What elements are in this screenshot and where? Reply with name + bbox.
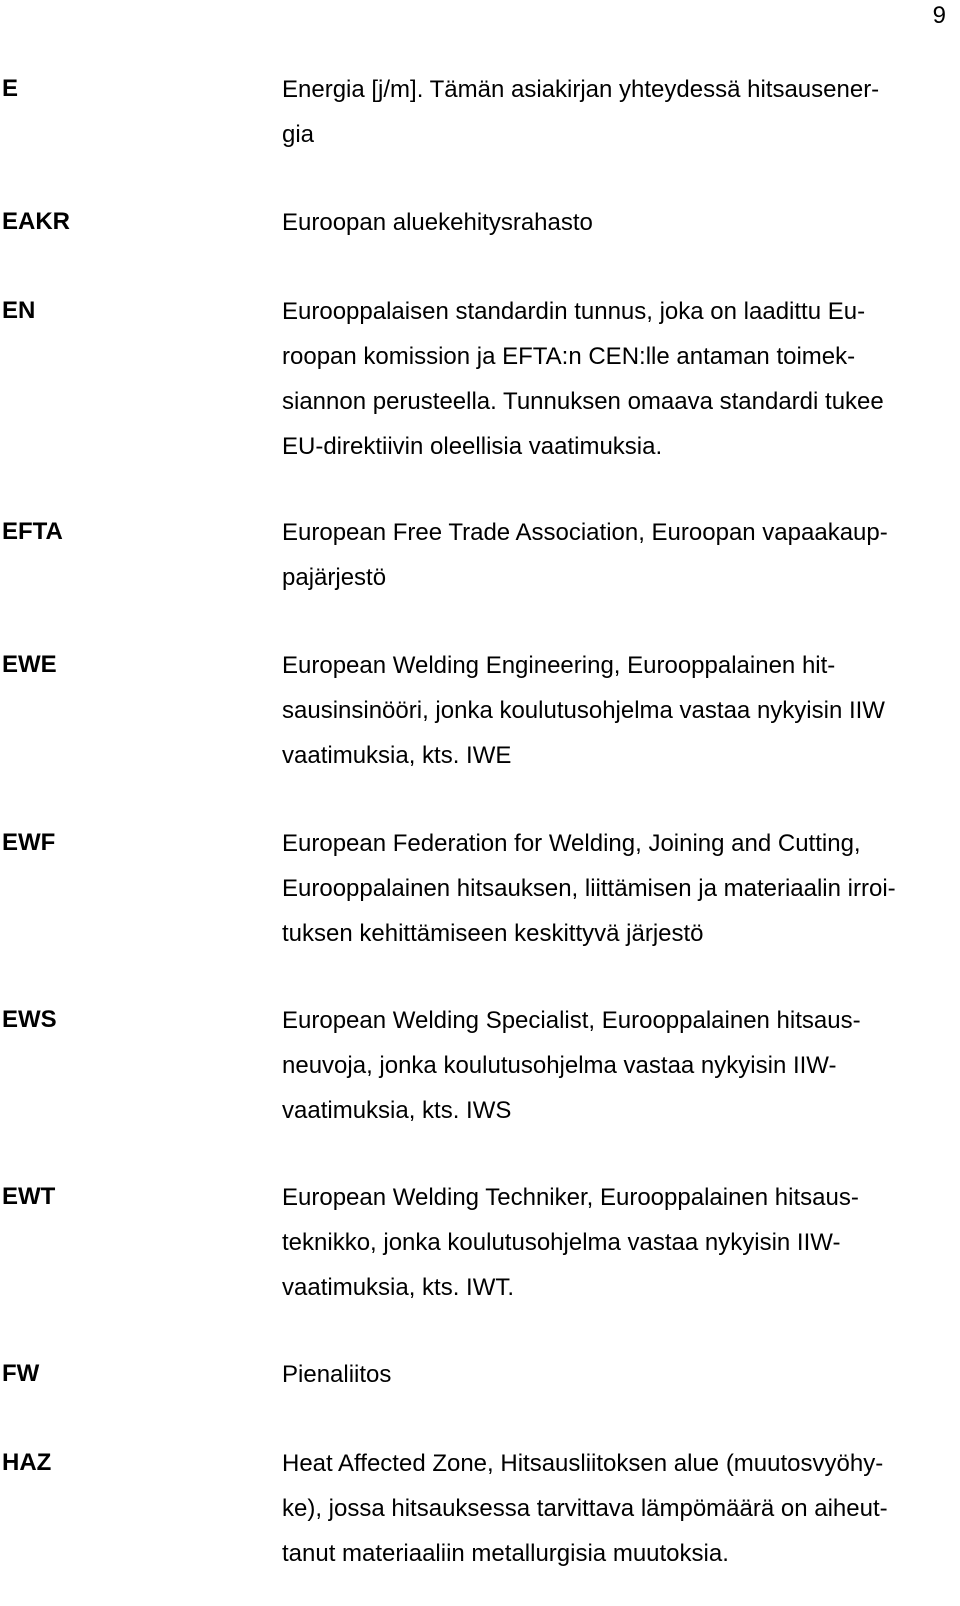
definition-line: pajärjestö	[282, 564, 387, 591]
definition	[282, 643, 950, 778]
definition-line: neuvoja, jonka koulutusohjelma vastaa nykyisin IIW-	[282, 1052, 837, 1079]
definition-line: Heat Affected Zone, Hitsausliitoksen alue (muutosvyöhy-	[282, 1450, 884, 1477]
definition	[282, 1441, 950, 1576]
term: HAZ	[2, 1449, 52, 1476]
definition	[282, 1175, 950, 1310]
definition-line: vaatimuksia, kts. IWE	[282, 742, 512, 769]
definition-line: European Federation for Welding, Joining and Cutting,	[282, 830, 861, 857]
definition-line: EU-direktiivin oleellisia vaatimuksia.	[282, 433, 663, 460]
definition-line: Eurooppalaisen standardin tunnus, joka on laadittu Eu-	[282, 298, 866, 325]
definition-line: roopan komission ja EFTA:n CEN:lle antaman toimek-	[282, 343, 856, 370]
definition	[282, 821, 950, 956]
definition-line: European Welding Techniker, Eurooppalainen hitsaus-	[282, 1184, 859, 1211]
definition-line: siannon perusteella. Tunnuksen omaava standardi tukee	[282, 388, 884, 415]
term: EAKR	[2, 208, 71, 235]
term: FW	[2, 1360, 40, 1387]
definition	[282, 1352, 950, 1397]
definition	[282, 289, 950, 469]
definition-line: teknikko, jonka koulutusohjelma vastaa nykyisin IIW-	[282, 1229, 841, 1256]
definition-line: European Welding Engineering, Eurooppalainen hit-	[282, 652, 836, 679]
definition-line: vaatimuksia, kts. IWS	[282, 1097, 512, 1124]
definition	[282, 200, 950, 245]
definition	[282, 998, 950, 1133]
term: EWE	[2, 651, 57, 678]
page-number: 9	[932, 2, 946, 29]
definition	[282, 67, 950, 157]
definition-line: tuksen kehittämiseen keskittyvä järjestö	[282, 920, 704, 947]
term: EWS	[2, 1006, 57, 1033]
definition-line: Eurooppalainen hitsauksen, liittämisen ja materiaalin irroi-	[282, 875, 896, 902]
definition-line: Euroopan aluekehitysrahasto	[282, 209, 593, 236]
definition-line: vaatimuksia, kts. IWT.	[282, 1274, 515, 1301]
term: EN	[2, 297, 36, 324]
definition	[282, 510, 950, 600]
definition-line: tanut materiaaliin metallurgisia muutoksia.	[282, 1540, 729, 1567]
definition-line: ke), jossa hitsauksessa tarvittava lämpömäärä on aiheut-	[282, 1495, 888, 1522]
term: E	[2, 75, 19, 102]
term: EFTA	[2, 518, 63, 545]
definition-line: European Welding Specialist, Eurooppalainen hitsaus-	[282, 1007, 861, 1034]
definition-line: Pienaliitos	[282, 1361, 392, 1388]
definition-line: Energia [j/m]. Tämän asiakirjan yhteydessä hitsausener-	[282, 76, 880, 103]
definition-line: European Free Trade Association, Euroopan vapaakaup-	[282, 519, 888, 546]
term: EWF	[2, 829, 56, 856]
definition-line: gia	[282, 121, 315, 148]
term: EWT	[2, 1183, 56, 1210]
definition-line: sausinsinööri, jonka koulutusohjelma vastaa nykyisin IIW	[282, 697, 885, 724]
